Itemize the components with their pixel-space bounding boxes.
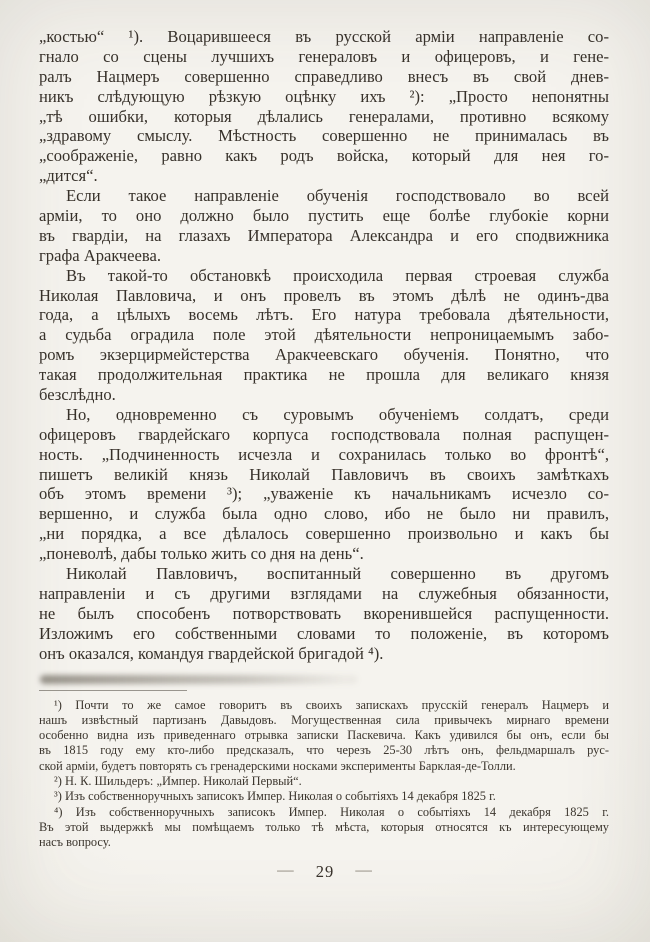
text-line: графа Аракчеева. — [39, 245, 161, 265]
text-line: нашъ извѣстный партизанъ Давыдовъ. Могущественная сила привычекъ мирнаго времени — [39, 712, 609, 727]
text-line: пишетъ великій князь Николай Павловичъ въ своихъ замѣткахъ — [39, 464, 609, 484]
text-line: Николай Павловичъ, воспитанный совершенно въ другомъ — [66, 564, 609, 584]
text-line: ¹) Почти то же самое говоритъ въ своихъ запискахъ прусскій генералъ Нацмеръ и — [54, 697, 609, 712]
footer-right-dash: — — [355, 860, 373, 879]
paragraph — [39, 266, 609, 405]
paragraph — [39, 27, 609, 186]
paragraph — [39, 186, 609, 266]
text-line: ⁴) Изъ собственноручныхъ записокъ Импер. Николая о событіяхъ 14 декабря 1825 г. — [54, 804, 609, 819]
paragraph — [39, 564, 609, 663]
text-line: года, а цѣлыхъ восемь лѣтъ. Его натура требовала дѣятельности, — [39, 305, 609, 325]
text-line: „здравому смыслу. Мѣстность совершенно не принималась въ — [39, 126, 609, 146]
text-line: объ этомъ времени ³); „уваженіе къ начальникамъ исчезло со- — [39, 484, 609, 504]
footnote — [39, 789, 609, 804]
text-line: такая продолжительная практика не прошла для великаго князя — [39, 365, 609, 385]
text-line: въ 1815 году ему кто-либо предсказалъ, что черезъ 25-30 лѣтъ онъ, фельдмаршалъ рус- — [39, 743, 609, 758]
text-line: вершенно, и служба была одно слово, ибо не было ни правилъ, — [39, 504, 609, 524]
text-line: Въ такой-то обстановкѣ происходила первая строевая служба — [66, 265, 609, 285]
paragraph — [39, 405, 609, 564]
text-line: ²) Н. К. Шильдеръ: „Импер. Николай Первый“. — [54, 773, 302, 788]
ink-smudge-artifact — [40, 675, 358, 684]
text-line: ность. „Подчиненность исчезла и сохранилась только во фронтѣ“, — [39, 444, 609, 464]
text-line: ралъ Нацмеръ совершенно справедливо внесъ въ свой днев- — [39, 66, 609, 86]
text-line: Если такое направленіе обученія господствовало во всей — [66, 186, 609, 206]
text-line: не былъ способенъ потворствовать вкоренившейся распущенности. — [39, 603, 609, 623]
text-line: насъ вопросу. — [39, 835, 111, 850]
text-line: въ гвардіи, на глазахъ Императора Александра и его сподвижника — [39, 225, 609, 245]
text-line: „дится“. — [39, 166, 98, 186]
text-line: „ни порядка, а все дѣлалось совершенно произвольно и какъ бы — [39, 524, 609, 544]
footnote — [39, 698, 609, 774]
text-line: ³) Изъ собственноручныхъ записокъ Импер. Николая о событіяхъ 14 декабря 1825 г. — [54, 789, 496, 804]
text-line: направленіи и съ другими взглядами на служебныя обязанности, — [39, 583, 609, 603]
text-line: Изложимъ его собственными словами то положеніе, въ которомъ — [39, 623, 609, 643]
footnote-separator-rule — [39, 690, 187, 691]
text-line: ской арміи, будетъ повторять съ гренадерскими носками эксперименты Барклая-де-Толли. — [39, 758, 516, 773]
text-line: а судьба оградила поле этой дѣятельности непроницаемымъ забо- — [39, 325, 609, 345]
footnote — [39, 805, 609, 851]
text-line: Въ этой выдержкѣ мы помѣщаемъ только тѣ мѣста, которыя относятся къ интересующему — [39, 819, 609, 834]
text-line: безслѣдно. — [39, 385, 116, 405]
text-line: арміи, то оно должно было пустить еще болѣе глубокіе корни — [39, 206, 609, 226]
text-line: никъ слѣдующую рѣзкую оцѣнку ихъ ²): „Просто непонятны — [39, 86, 609, 106]
body-text — [39, 27, 609, 664]
text-line: „соображеніе, равно какъ родъ войска, который для нея го- — [39, 146, 609, 166]
text-line: офицеровъ гвардейскаго корпуса господствовала полная распущен- — [39, 424, 609, 444]
text-line: „поневолѣ, дабы только жить со дня на день“. — [39, 544, 364, 564]
text-line: онъ оказался, командуя гвардейской бригадой ⁴). — [39, 643, 384, 663]
footnote-block — [39, 698, 609, 851]
text-line: особенно видна изъ приведеннаго отрывка записки Паскевича. Какъ удивился бы онъ, если бы — [39, 728, 609, 743]
text-line: Но, одновременно съ суровымъ обученіемъ солдатъ, среди — [66, 404, 609, 424]
footnote — [39, 774, 609, 789]
text-line: ромъ экзерцирмейстерства Аракчеевскаго обученія. Понятно, что — [39, 345, 609, 365]
text-line: „костью“ ¹). Воцарившееся въ русской арміи направленіе со- — [39, 27, 609, 46]
text-line: гнало со сцены лучшихъ генераловъ и офицеровъ, и гене- — [39, 46, 609, 66]
footer-left-dash: — — [277, 860, 295, 879]
text-line: „тѣ ошибки, которыя дѣлались генералами, противно всякому — [39, 106, 609, 126]
text-line: Николая Павловича, и онъ провелъ въ этомъ дѣлѣ не одинъ-два — [39, 285, 609, 305]
page-number: 29 — [315, 862, 335, 881]
page-footer — [0, 862, 650, 882]
